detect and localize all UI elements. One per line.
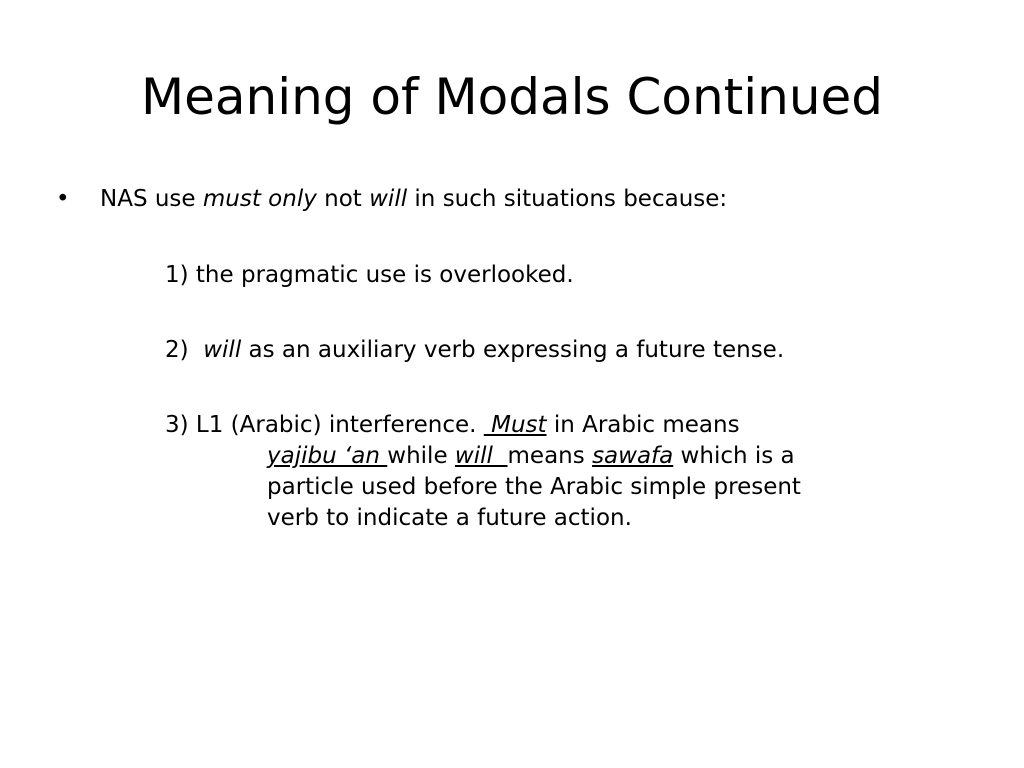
point-2-text: as an auxiliary verb expressing a future tense. (241, 337, 785, 363)
bullet-text (100, 184, 727, 214)
point-3-line-2 (267, 441, 795, 472)
bullet-emphasis-will: will (369, 186, 408, 212)
bullet-text-part: NAS use (100, 186, 203, 212)
point-3-line-3: particle used before the Arabic simple present (267, 474, 801, 500)
slide-title: Meaning of Modals Continued (140, 68, 884, 126)
point-2-number: 2) (165, 337, 204, 363)
point-2 (165, 335, 784, 365)
point-3-term-yajibu-an: yajibu ‘an (267, 443, 388, 469)
bullet-emphasis-must-only: must only (202, 186, 317, 212)
point-1: 1) the pragmatic use is overlooked. (165, 262, 574, 288)
point-3-term-must: Must (483, 412, 547, 438)
point-2-emphasis-will: will (203, 337, 242, 363)
bullet-marker: • (56, 186, 70, 212)
point-3-term-sawafa: sawafa (592, 443, 674, 469)
point-3-line-4: verb to indicate a future action. (267, 505, 632, 531)
point-3-text: in Arabic means (546, 412, 740, 438)
point-3-term-will: will (454, 443, 508, 469)
bullet-text-part: in such situations because: (407, 186, 728, 212)
point-3-text: means (507, 443, 593, 469)
point-3 (165, 410, 740, 440)
point-3-text: while (387, 443, 455, 469)
point-3-text: which is a (673, 443, 795, 469)
point-3-text: 3) L1 (Arabic) interference. (165, 412, 484, 438)
bullet-text-part: not (316, 186, 370, 212)
